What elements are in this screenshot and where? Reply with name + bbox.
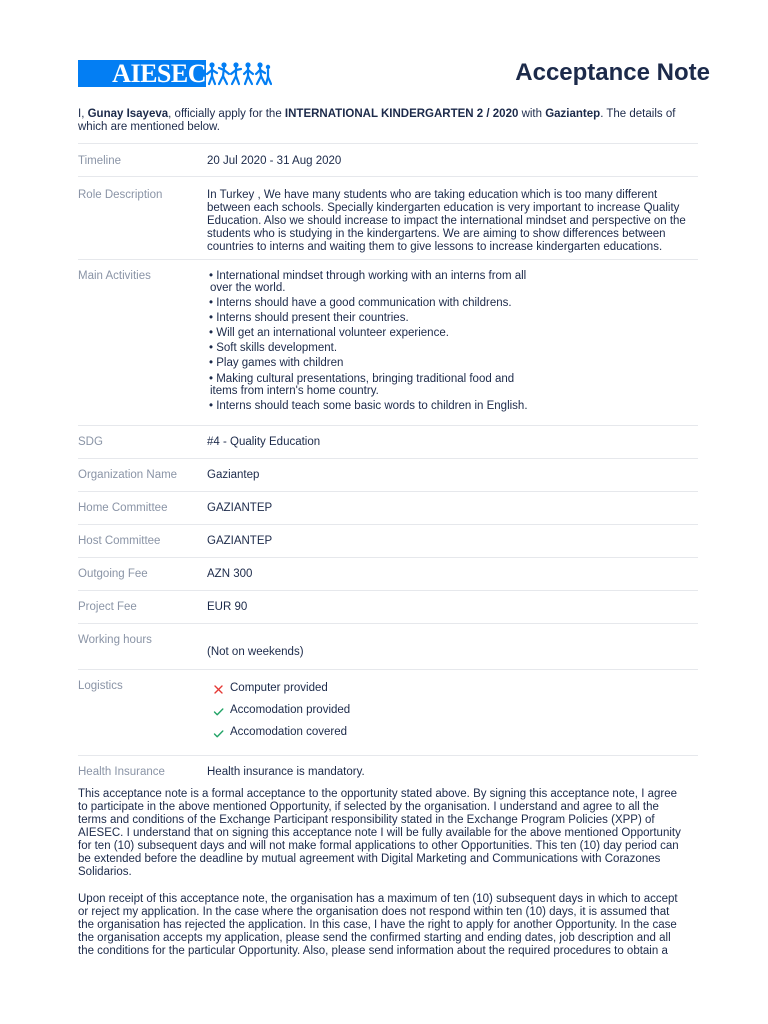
terms-line: be extended before the deadline by mutual agreement with Digital Marketing and Communications with Corazones — [78, 853, 661, 865]
intro-line-2: which are mentioned below. — [78, 121, 220, 133]
activities-label: Main Activities — [78, 270, 151, 282]
terms-line: or reject my application. In the case where the organisation does not respond within ten (10) days, it is assumed that — [78, 906, 670, 918]
terms-line: AIESEC. I understand that on signing this acceptance note I will be fully available for the above mentioned Opportunity — [78, 827, 681, 839]
activity-item: • Interns should teach some basic words to children in English. — [209, 400, 528, 412]
activities-row — [78, 259, 698, 425]
activity-item: items from intern's home country. — [210, 385, 379, 397]
page-title: Acceptance Note — [515, 59, 710, 86]
terms-line: Solidarios. — [78, 866, 132, 878]
working-hours-label: Working hours — [78, 634, 152, 646]
intro-text: . The details of — [600, 108, 676, 120]
applicant-name: Gunay Isayeva — [87, 108, 169, 120]
terms-paragraph-2 — [78, 893, 690, 958]
organization-value: Gaziantep — [207, 469, 260, 481]
project-fee-row — [78, 590, 698, 623]
role-line: between each schools. Specially kindergarten education is very important to increase Quality — [207, 202, 680, 214]
activity-item: • Interns should have a good communication with childrens. — [209, 297, 512, 309]
outgoing-fee-row — [78, 557, 698, 590]
project-fee-label: Project Fee — [78, 601, 137, 613]
host-committee-label: Host Committee — [78, 535, 161, 547]
host-committee-row — [78, 524, 698, 557]
terms-line: terms and conditions of the Exchange Participant responsibility stated in the Exchange Program Policies (XPP) of — [78, 814, 655, 826]
terms-line: for ten (10) subsequent days and will not make formal applications to other Opportunities. This ten (10) day period can — [78, 840, 679, 852]
activity-item: • Interns should present their countries. — [209, 312, 409, 324]
role-line: countries to interns and waiting them to give lessons to increase kindergarten educations. — [207, 241, 663, 253]
intro-text: , officially apply for the — [168, 108, 285, 120]
sdg-value: #4 - Quality Education — [207, 436, 321, 448]
terms-paragraph-1 — [78, 788, 690, 879]
intro-text: with — [518, 108, 546, 120]
home-committee-value: GAZIANTEP — [207, 502, 273, 514]
terms-line: This acceptance note is a formal acceptance to the opportunity stated above. By signing this acceptance note, I agree — [78, 788, 678, 800]
organization-label: Organization Name — [78, 469, 178, 481]
activity-item: • International mindset through working with an interns from all — [209, 270, 527, 282]
terms-line: the organisation accepts my application, please send the confirmed starting and ending dates, job description and all — [78, 932, 671, 944]
cross-icon — [213, 684, 224, 695]
home-committee-label: Home Committee — [78, 502, 168, 514]
health-insurance-value: Health insurance is mandatory. — [207, 766, 365, 778]
host-committee-value: GAZIANTEP — [207, 535, 273, 547]
timeline-row — [78, 143, 698, 176]
logistics-item-label: Accomodation provided — [230, 704, 351, 716]
activity-item: • Soft skills development. — [209, 342, 338, 354]
terms-line: the conditions for the particular Opportunity. Also, please send information about the required procedures to obtain a — [78, 945, 668, 957]
logistics-row — [78, 669, 698, 755]
project-fee-value: EUR 90 — [207, 601, 248, 613]
working-hours-value: (Not on weekends) — [207, 646, 304, 658]
timeline-value: 20 Jul 2020 - 31 Aug 2020 — [207, 155, 342, 167]
working-hours-row — [78, 623, 698, 669]
outgoing-fee-label: Outgoing Fee — [78, 568, 148, 580]
outgoing-fee-value: AZN 300 — [207, 568, 253, 580]
logistics-label: Logistics — [78, 680, 123, 692]
check-icon — [213, 706, 224, 717]
health-insurance-label: Health Insurance — [78, 766, 165, 778]
role-line: In Turkey , We have many students who are taking education which is too many different — [207, 189, 658, 201]
check-icon — [213, 728, 224, 739]
role-line: students who is studying in the kindergartens. We are aiming to show differences between — [207, 228, 666, 240]
role-description — [207, 189, 697, 254]
role-row — [78, 176, 698, 259]
timeline-label: Timeline — [78, 155, 122, 167]
people-icon — [206, 60, 272, 87]
terms-line: the organisation has rejected the application. In this case, I have the right to apply for another Opportunity. In the case — [78, 919, 677, 931]
terms-line: to participate in the above mentioned Opportunity, if selected by the organisation. I understand and agree to all the — [78, 801, 659, 813]
health-insurance-row — [78, 755, 698, 788]
activity-item: • Will get an international volunteer experience. — [209, 327, 449, 339]
sdg-row — [78, 425, 698, 458]
activities-list — [209, 270, 699, 415]
role-line: Education. Also we should increase to impact the international mindset and perspective on the — [207, 215, 686, 227]
logistics-item-label: Accomodation covered — [230, 726, 347, 738]
intro-prefix: I, — [78, 108, 88, 120]
details-table — [78, 143, 698, 788]
role-label: Role Description — [78, 189, 163, 201]
aiesec-logo — [78, 60, 272, 87]
organization-name: Gaziantep — [545, 108, 601, 120]
sdg-label: SDG — [78, 436, 103, 448]
activity-item: • Making cultural presentations, bringing traditional food and — [209, 373, 515, 385]
terms-line: Upon receipt of this acceptance note, the organisation has a maximum of ten (10) subsequent days in which to accept — [78, 893, 678, 905]
activity-item: over the world. — [210, 282, 286, 294]
program-name: INTERNATIONAL KINDERGARTEN 2 / 2020 — [284, 108, 519, 120]
logistics-item-label: Computer provided — [230, 682, 328, 694]
intro-statement — [78, 108, 693, 134]
logo-wordmark: AIESEC — [78, 60, 208, 87]
activity-item: • Play games with children — [209, 357, 344, 369]
organization-row — [78, 458, 698, 491]
home-committee-row — [78, 491, 698, 524]
